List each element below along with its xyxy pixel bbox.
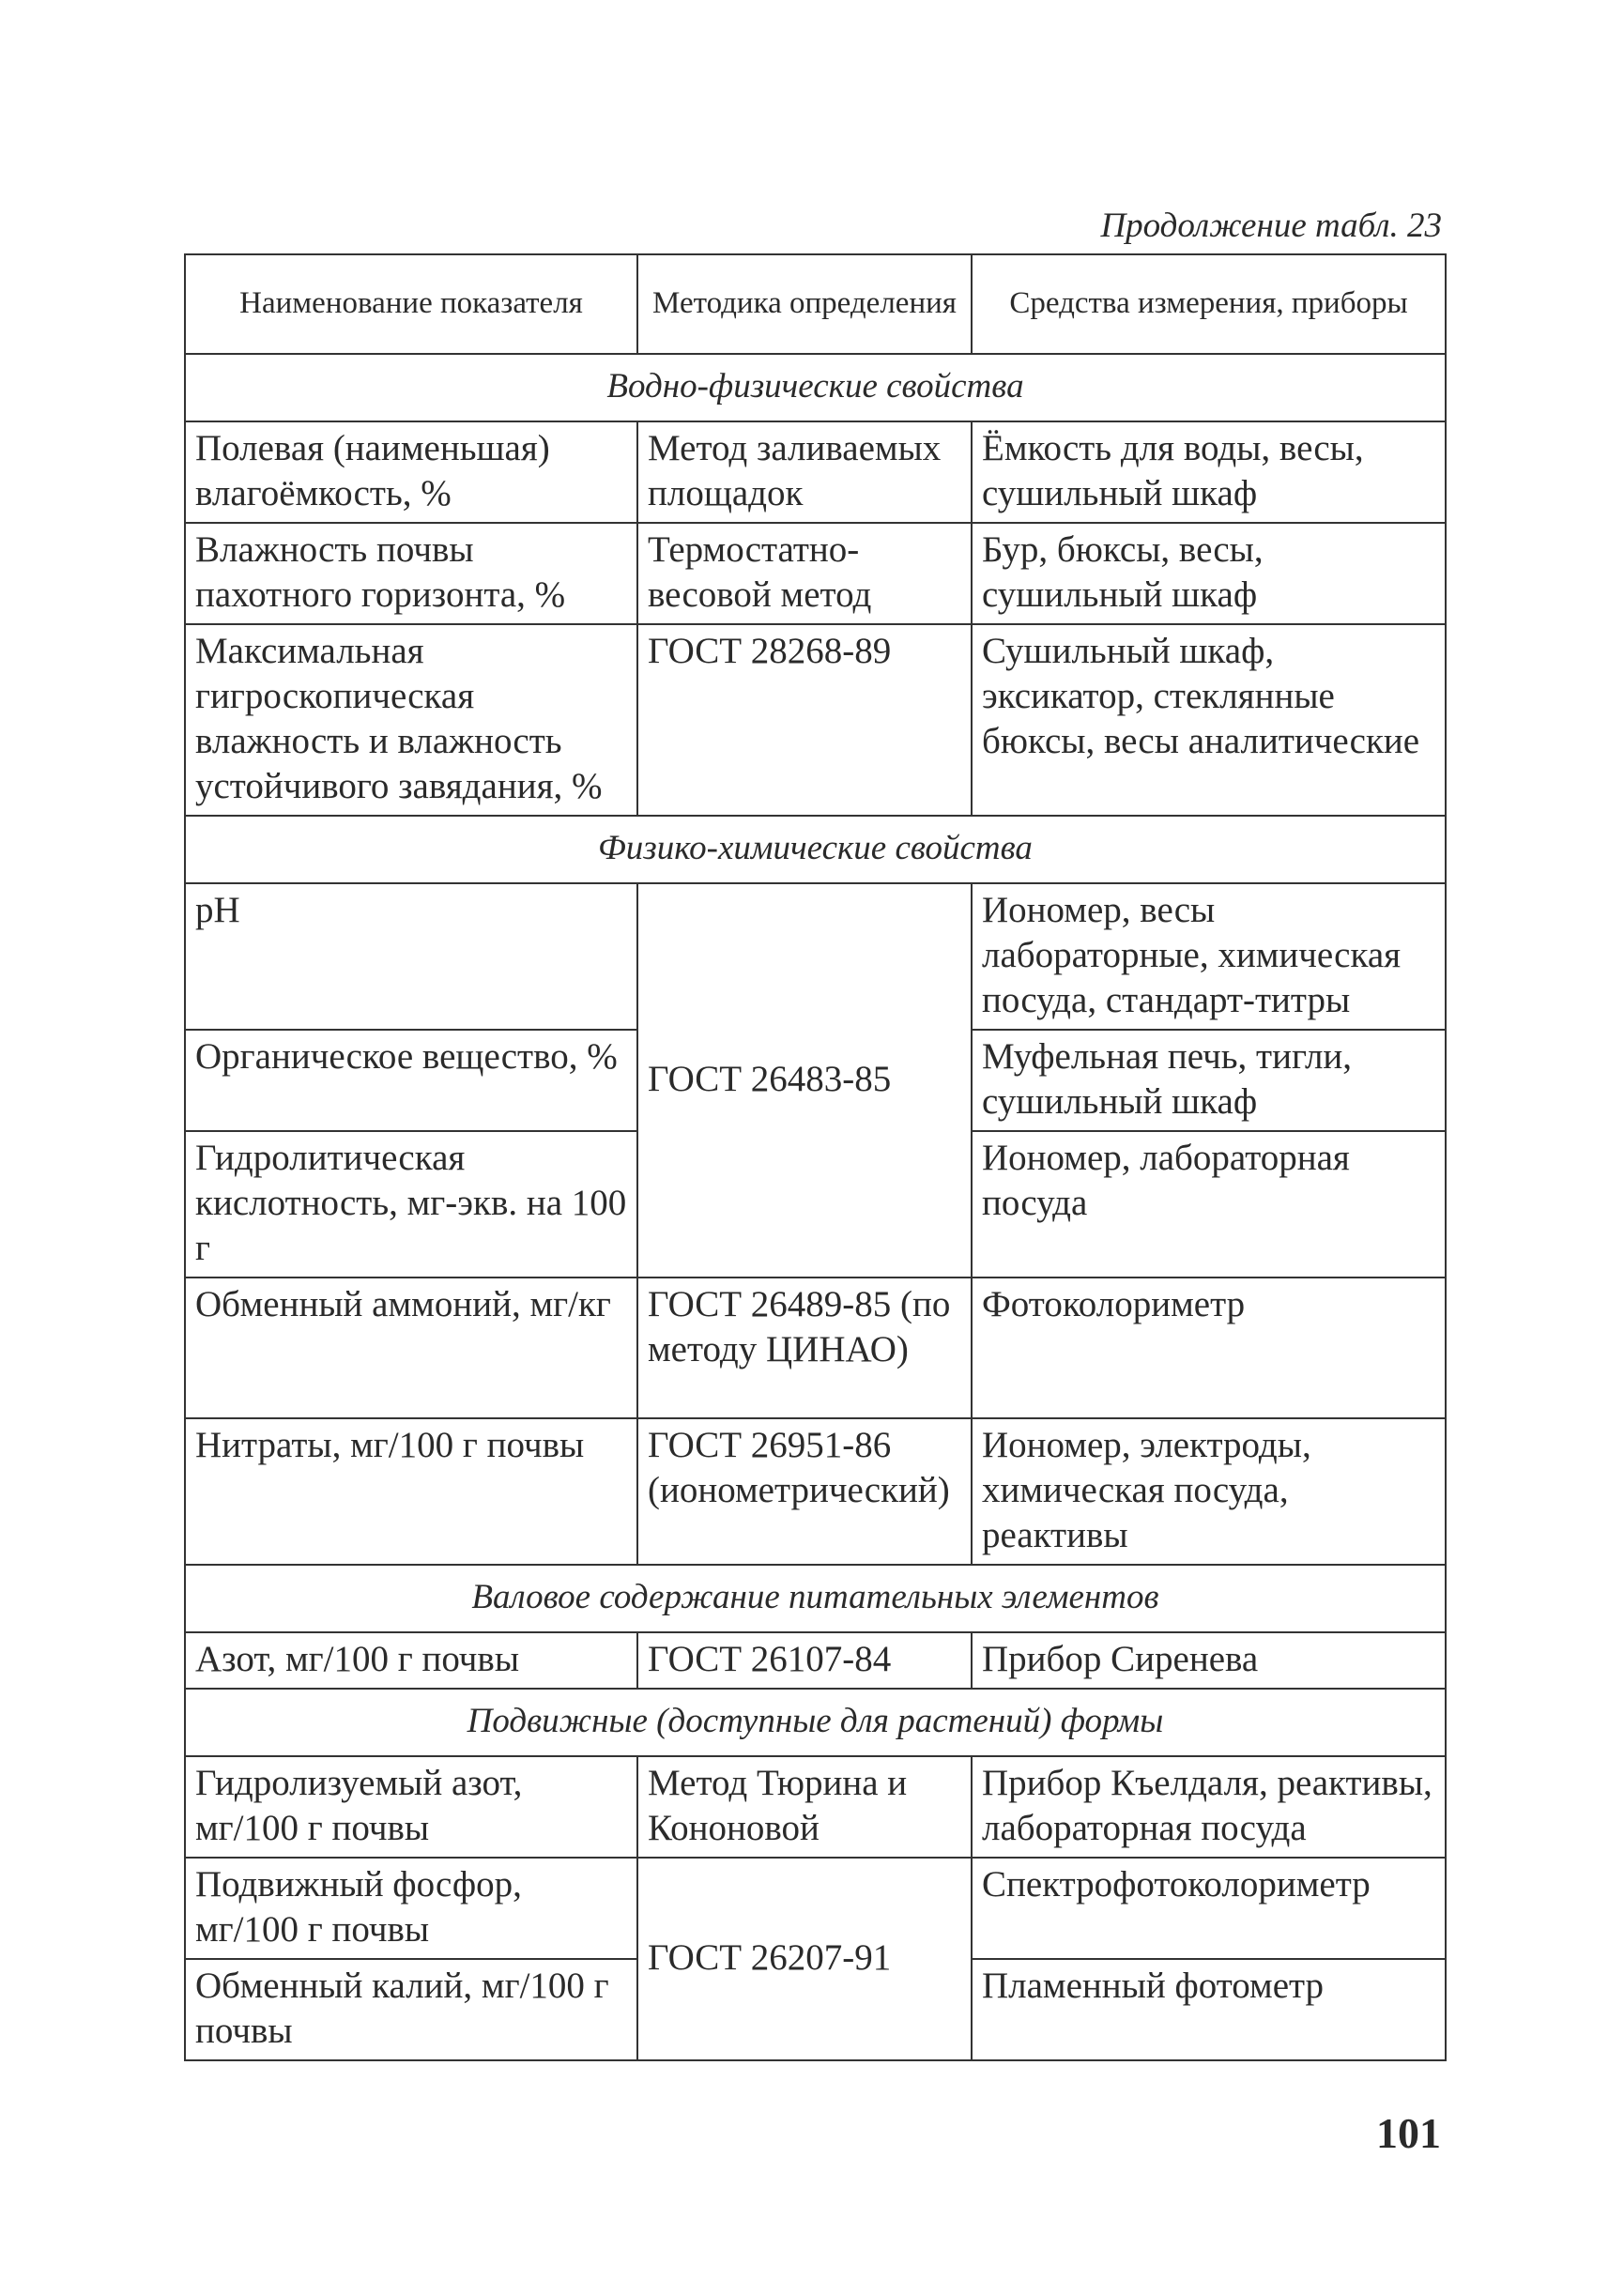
section-physchem: Физико-химические свойства: [185, 816, 1446, 883]
cell-instruments: Пламенный фотометр: [972, 1959, 1446, 2060]
cell-method: Термостатно-весовой метод: [637, 523, 972, 624]
cell-instruments: Прибор Сиренева: [972, 1632, 1446, 1689]
section-row: [185, 1565, 1446, 1632]
table-row: [185, 421, 1446, 523]
cell-indicator-name: pH: [185, 883, 637, 1030]
section-water-physical: Водно-физические свойства: [185, 354, 1446, 421]
cell-indicator-name: Гидролитическая кислотность, мг-экв. на 100 г: [185, 1131, 637, 1278]
cell-indicator-name: Азот, мг/100 г почвы: [185, 1632, 637, 1689]
cell-method: ГОСТ 28268-89: [637, 624, 972, 816]
table-header-row: [185, 254, 1446, 354]
section-mobile-forms: Подвижные (доступные для растений) формы: [185, 1689, 1446, 1756]
cell-indicator-name: Обменный калий, мг/100 г почвы: [185, 1959, 637, 2060]
cell-instruments: Прибор Къелдаля, реактивы, лабораторная посуда: [972, 1756, 1446, 1858]
table-row: [185, 1418, 1446, 1565]
cell-indicator-name: Органическое вещество, %: [185, 1030, 637, 1131]
cell-method: ГОСТ 26951-86 (ионометрический): [637, 1418, 972, 1565]
cell-instruments: Муфельная печь, тигли, сушильный шкаф: [972, 1030, 1446, 1131]
cell-instruments: Сушильный шкаф, эксикатор, стеклянные бюксы, весы аналитические: [972, 624, 1446, 816]
soil-indicators-table: [184, 253, 1447, 2061]
table-row: [185, 1756, 1446, 1858]
cell-instruments: Ёмкость для воды, весы, сушильный шкаф: [972, 421, 1446, 523]
section-gross-nutrients: Валовое содержание питательных элементов: [185, 1565, 1446, 1632]
table-row: [185, 1858, 1446, 1959]
cell-instruments: Фотоколориметр: [972, 1278, 1446, 1418]
cell-indicator-name: Подвижный фосфор, мг/100 г почвы: [185, 1858, 637, 1959]
cell-method-group: ГОСТ 26483-85: [637, 883, 972, 1278]
cell-instruments: Бур, бюксы, весы, сушильный шкаф: [972, 523, 1446, 624]
header-instruments: Средства измерения, приборы: [972, 254, 1446, 354]
cell-method-group: ГОСТ 26207-91: [637, 1858, 972, 2060]
section-row: [185, 1689, 1446, 1756]
cell-method: ГОСТ 26489-85 (по методу ЦИНАО): [637, 1278, 972, 1418]
header-method: Методика определения: [637, 254, 972, 354]
table-row: [185, 624, 1446, 816]
cell-instruments: Иономер, лабораторная посуда: [972, 1131, 1446, 1278]
cell-method: Метод заливаемых площадок: [637, 421, 972, 523]
section-row: [185, 354, 1446, 421]
cell-method: ГОСТ 26107-84: [637, 1632, 972, 1689]
table-row: [185, 523, 1446, 624]
cell-indicator-name: Обменный аммоний, мг/кг: [185, 1278, 637, 1418]
cell-indicator-name: Гидролизуемый азот, мг/100 г почвы: [185, 1756, 637, 1858]
section-row: [185, 816, 1446, 883]
cell-instruments: Спектрофотоколориметр: [972, 1858, 1446, 1959]
cell-instruments: Иономер, электроды, химическая посуда, реактивы: [972, 1418, 1446, 1565]
cell-indicator-name: Максимальная гигроскопическая влажность и влажность устойчивого завядания, %: [185, 624, 637, 816]
cell-indicator-name: Нитраты, мг/100 г почвы: [185, 1418, 637, 1565]
cell-method: Метод Тюрина и Кононовой: [637, 1756, 972, 1858]
table-row: [185, 1278, 1446, 1418]
page-number: 101: [1376, 2109, 1441, 2157]
table-row: [185, 883, 1446, 1030]
table-row: [185, 1632, 1446, 1689]
cell-indicator-name: Полевая (наименьшая) влагоёмкость, %: [185, 421, 637, 523]
cell-indicator-name: Влажность почвы пахотного горизонта, %: [185, 523, 637, 624]
table-continuation-caption: Продолжение табл. 23: [1100, 207, 1442, 245]
cell-instruments: Иономер, весы лабораторные, химическая посуда, стандарт-титры: [972, 883, 1446, 1030]
header-indicator-name: Наименование показателя: [185, 254, 637, 354]
